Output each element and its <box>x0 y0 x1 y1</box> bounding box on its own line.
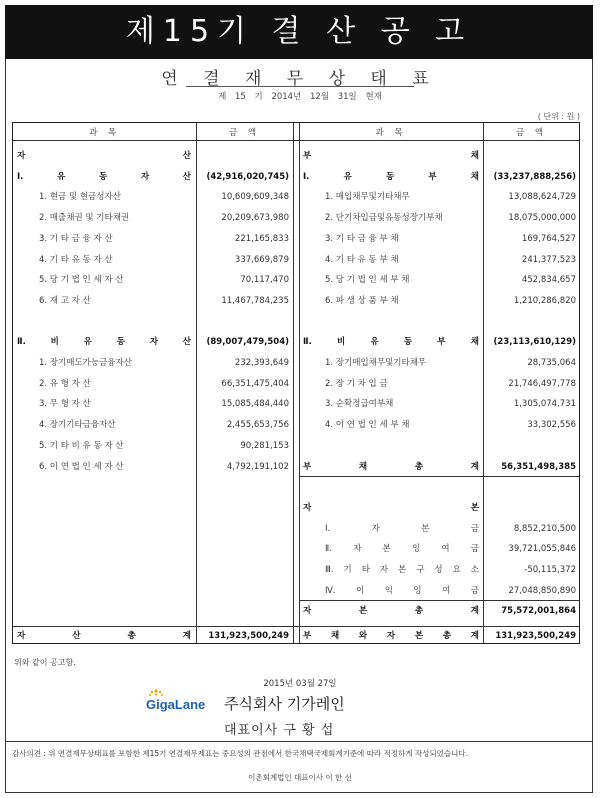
header-account-left: 과 목 <box>88 128 121 138</box>
label-token: 유 <box>370 337 379 348</box>
label-token: 채 <box>470 337 479 348</box>
liability-equity-row-label: 2. 단기차입금및유동성장기부채 <box>325 213 443 224</box>
section-divider <box>299 476 579 477</box>
label-token: 잉 <box>413 585 422 596</box>
ceo-name: 대표이사 구 황 섭 <box>224 723 335 738</box>
label-token: 익 <box>384 585 393 596</box>
total-divider <box>13 626 579 627</box>
asset-row-amount: (42,916,020,745) <box>206 171 289 182</box>
asset-row-label: 3. 무 형 자 산 <box>39 399 91 410</box>
asset-row-amount: 15,085,484,440 <box>221 399 289 410</box>
label-token: 자 <box>303 606 312 617</box>
total-liabilities-equity-label <box>303 630 479 642</box>
liability-equity-row-amount: 33,302,556 <box>527 420 576 431</box>
audit-opinion: 감사의견 : 위 연결재무상태표를 포함한 제15기 연결재무제표는 중요성의 관점에서 한국채택국제회계기준에 따라 적정하게 작성되었습니다. <box>12 749 469 758</box>
asset-row-amount: (89,007,479,504) <box>206 337 289 348</box>
label-token: 본 <box>421 523 430 534</box>
label-token: 이 <box>356 585 365 596</box>
section-divider <box>299 600 579 601</box>
asset-row-amount: 232,393,649 <box>234 358 289 368</box>
asset-row-label <box>17 150 191 162</box>
label-token: 자 <box>353 544 362 555</box>
liability-equity-row-label: 3. 기 타 금 융 부 채 <box>325 233 399 244</box>
label-token: 본 <box>414 631 424 641</box>
label-token: Ⅱ. <box>303 337 312 348</box>
liability-equity-row-label <box>325 543 479 555</box>
asset-row-label: 4. 기 타 유 동 자 산 <box>39 254 113 265</box>
label-token: 구 <box>416 565 425 575</box>
label-token: 본 <box>470 502 479 513</box>
liability-equity-row-amount: -50,115,372 <box>524 565 576 575</box>
liability-equity-row-label <box>303 336 479 348</box>
label-token: 산 <box>182 337 191 348</box>
liability-equity-row-amount: 169,764,527 <box>521 233 576 244</box>
notice-date: 2015년 03월 27일 <box>263 679 337 689</box>
liability-equity-row-amount: 21,746,497,778 <box>508 378 576 389</box>
label-token: 계 <box>470 631 479 641</box>
label-token: Ⅲ. <box>325 565 334 575</box>
asset-row-amount: 11,467,784,235 <box>221 295 289 306</box>
asset-row-label: 1. 장기매도가능금융자산 <box>39 358 132 368</box>
liability-equity-row-label: 4. 이 연 법 인 세 부 채 <box>325 420 410 431</box>
currency-unit: ( 단위 : 원 ) <box>537 112 580 121</box>
liability-equity-row-label <box>325 564 479 576</box>
label-token: 계 <box>182 631 191 641</box>
label-token: 총 <box>414 606 424 617</box>
reporting-period: 제 15 기 2014년 12월 31일 현재 <box>218 92 382 102</box>
liability-equity-row-amount: (23,113,610,129) <box>493 337 576 348</box>
label-token: 자 <box>140 171 150 182</box>
label-token: 자 <box>371 523 380 534</box>
asset-row-label: 4. 장기기타금융자산 <box>39 420 116 431</box>
asset-row-amount: 2,455,653,756 <box>226 420 289 431</box>
column-divider <box>293 123 294 643</box>
label-token: 산 <box>72 631 81 641</box>
asset-row-amount: 20,209,673,980 <box>221 213 289 224</box>
label-token: 본 <box>382 544 391 555</box>
liability-equity-row-amount: 39,721,055,846 <box>508 544 576 555</box>
asset-row-label: 5. 기 타 비 유 동 자 산 <box>39 440 124 451</box>
header-amount-right: 금 액 <box>515 128 548 138</box>
asset-row-amount: 221,165,833 <box>234 233 289 244</box>
asset-row-label <box>17 336 191 348</box>
liability-equity-row-amount: 56,351,498,385 <box>501 461 576 472</box>
label-token: 계 <box>470 461 479 472</box>
label-token: 잉 <box>411 544 421 555</box>
label-token: 부 <box>303 151 312 161</box>
label-token: 채 <box>330 631 340 641</box>
liability-equity-row-amount: 241,377,523 <box>521 254 576 265</box>
total-assets-amount: 131,923,500,249 <box>208 631 289 641</box>
label-token: 부 <box>428 171 437 182</box>
asset-row-amount: 90,281,153 <box>240 440 289 451</box>
label-token: 금 <box>470 585 479 596</box>
liability-equity-row-amount: 18,075,000,000 <box>508 213 576 224</box>
label-token: 기 <box>343 565 352 575</box>
total-assets-label <box>17 630 191 642</box>
auditor-signature: 이촌회계법인 대표이사 이 한 선 <box>248 773 352 782</box>
asset-row-label <box>17 171 191 183</box>
label-token: 채 <box>358 461 368 472</box>
title-underline <box>186 86 414 87</box>
label-token: 본 <box>398 565 407 575</box>
liability-equity-row-amount: 27,048,850,890 <box>508 585 576 596</box>
liability-equity-row-amount: 28,735,064 <box>527 358 576 368</box>
label-token: 여 <box>442 585 451 596</box>
label-token: 동 <box>98 171 108 182</box>
label-token: Ⅰ. <box>303 171 310 182</box>
label-token: 금 <box>470 544 479 555</box>
header-amount-left: 금 액 <box>228 128 261 138</box>
label-token: 여 <box>441 544 450 555</box>
label-token: 비 <box>50 337 59 348</box>
asset-row-amount: 10,609,609,348 <box>221 192 289 203</box>
label-token: 자 <box>379 565 389 575</box>
liability-equity-row-label <box>303 605 479 617</box>
asset-row-label: 6. 이 연 법 인 세 자 산 <box>39 461 124 472</box>
asset-row-label: 2. 매출채권 및 기타채권 <box>39 213 130 224</box>
label-token: 동 <box>116 337 125 348</box>
label-token: 자 <box>149 337 158 348</box>
liability-equity-row-label <box>303 502 479 514</box>
label-token: 동 <box>385 171 395 182</box>
liability-equity-row-amount: 1,305,074,731 <box>513 399 576 410</box>
liability-equity-row-label: 2. 장 기 차 입 금 <box>325 378 388 389</box>
company-name: 주식회사 기가레인 <box>224 695 345 713</box>
notice-title: 제15기 결 산 공 고 <box>5 5 593 59</box>
asset-row-amount: 337,669,879 <box>234 254 289 265</box>
asset-row-label: 5. 당 기 법 인 세 자 산 <box>39 275 124 286</box>
balance-sheet-table <box>12 122 580 644</box>
label-token: 본 <box>358 606 368 617</box>
label-token: 산 <box>182 151 191 161</box>
label-token: Ⅱ. <box>17 337 26 348</box>
header-account-right: 과 목 <box>375 128 407 138</box>
label-token: Ⅱ. <box>325 544 332 555</box>
liability-equity-row-label: 6. 파 생 상 품 부 채 <box>325 295 399 306</box>
label-token: 성 <box>434 565 443 575</box>
label-token: 동 <box>403 337 413 348</box>
label-token: 유 <box>343 171 352 182</box>
asset-row-amount: 4,792,191,102 <box>226 461 289 472</box>
label-token: 부 <box>303 461 312 472</box>
total-liabilities-equity-amount: 131,923,500,249 <box>495 631 576 641</box>
label-token: 자 <box>303 502 312 513</box>
asset-row-label: 2. 유 형 자 산 <box>39 378 91 389</box>
label-token: 총 <box>442 631 451 641</box>
liability-equity-row-label <box>325 523 479 535</box>
label-token: 유 <box>83 337 92 348</box>
liability-equity-row-label: 1. 장기매입채무및기타채무 <box>325 358 427 368</box>
header-divider <box>13 140 579 141</box>
label-token: 타 <box>361 565 370 575</box>
label-token: 요 <box>452 565 461 575</box>
label-token: Ⅰ. <box>325 523 331 534</box>
liability-equity-row-amount: 1,210,286,820 <box>513 295 576 306</box>
liability-equity-row-amount: 8,852,210,500 <box>513 523 576 534</box>
label-token: 비 <box>337 337 346 348</box>
label-token: 총 <box>127 631 136 641</box>
company-logo-text: GigaLane <box>146 697 206 712</box>
column-divider <box>299 123 300 643</box>
liability-equity-row-label: 4. 기 타 유 동 부 채 <box>325 254 399 265</box>
liability-equity-row-label <box>303 171 479 183</box>
footer-divider <box>5 741 593 742</box>
asset-row-label: 6. 재 고 자 산 <box>39 295 91 306</box>
liability-equity-row-label <box>303 461 479 473</box>
label-token: 와 <box>358 631 368 641</box>
label-token: 채 <box>470 171 479 182</box>
label-token: Ⅰ. <box>17 171 24 182</box>
liability-equity-row-amount: 13,088,624,729 <box>508 192 576 203</box>
label-token: 자 <box>17 631 26 641</box>
liability-equity-row-label: 1. 매입채무및기타채무 <box>325 192 410 203</box>
label-token: 자 <box>386 631 396 641</box>
liability-equity-row-amount: 452,834,657 <box>521 275 576 286</box>
asset-row-amount: 70,117,470 <box>240 275 289 286</box>
notice-statement: 위와 같이 공고함. <box>14 658 76 667</box>
liability-equity-row-amount: (33,237,888,256) <box>493 171 576 182</box>
asset-row-label: 3. 기 타 금 융 자 산 <box>39 233 113 244</box>
label-token: 유 <box>57 171 66 182</box>
statement-title: 연 결 재 무 상 태 표 <box>161 69 439 89</box>
liability-equity-row-label <box>303 150 479 162</box>
liability-equity-row-label: 5. 당 기 법 인 세 부 채 <box>325 275 410 286</box>
liability-equity-row-amount: 75,572,001,864 <box>501 606 576 617</box>
liability-equity-row-label: 3. 순확정급여부채 <box>325 399 394 410</box>
liability-equity-row-label <box>325 585 479 597</box>
label-token: 자 <box>17 151 26 161</box>
label-token: 산 <box>182 171 191 182</box>
label-token: 금 <box>470 523 479 534</box>
label-token: 부 <box>303 631 312 641</box>
label-token: 부 <box>437 337 446 348</box>
asset-row-label: 1. 현금 및 현금성자산 <box>39 192 121 203</box>
label-token: 채 <box>470 151 479 161</box>
label-token: Ⅳ. <box>325 585 336 596</box>
label-token: 계 <box>470 606 479 617</box>
label-token: 총 <box>414 461 424 472</box>
label-token: 소 <box>470 565 479 575</box>
asset-row-amount: 66,351,475,404 <box>221 378 289 389</box>
